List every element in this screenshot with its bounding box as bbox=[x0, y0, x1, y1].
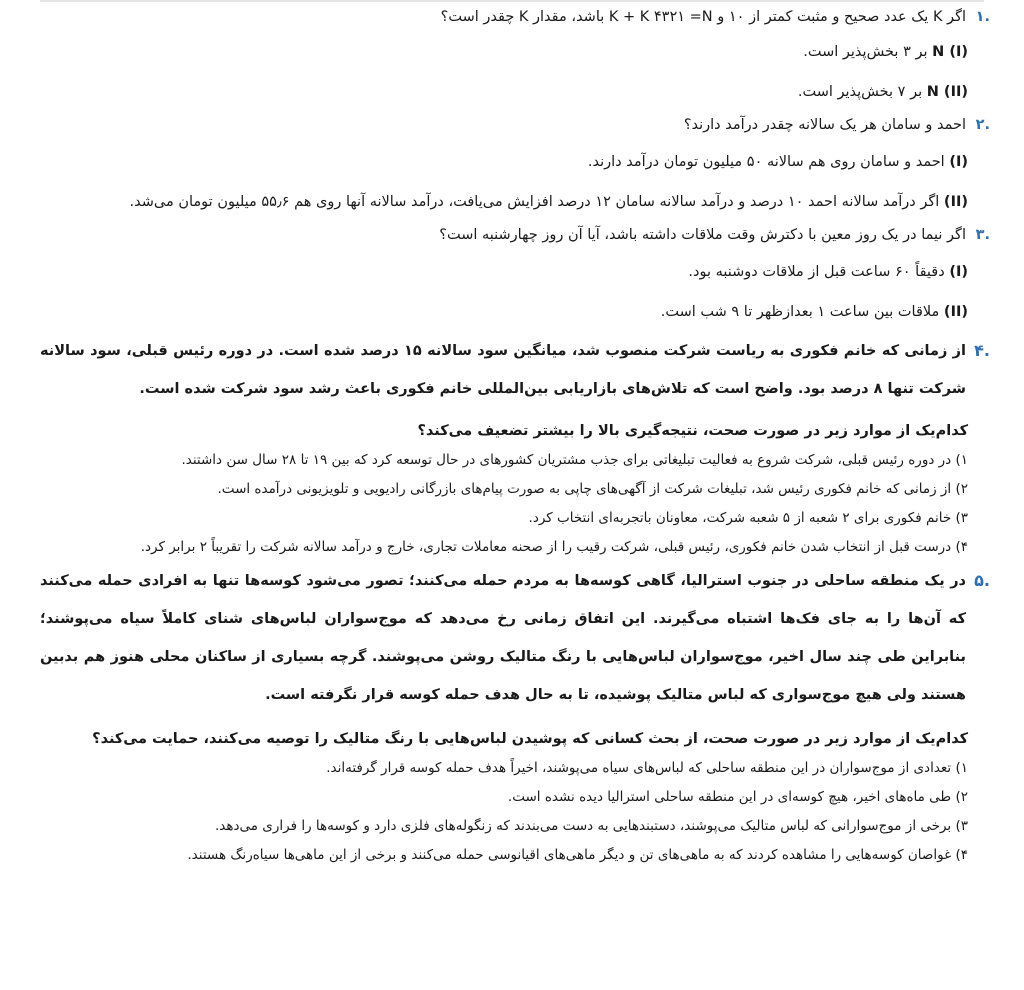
answer-options bbox=[40, 446, 990, 562]
answer-options bbox=[40, 754, 990, 870]
question-number: .۵ bbox=[974, 571, 990, 590]
question-3 bbox=[40, 222, 990, 332]
question-4 bbox=[40, 332, 990, 562]
statement-1 bbox=[40, 252, 990, 292]
statement-2 bbox=[40, 72, 990, 112]
question-5 bbox=[40, 562, 990, 870]
question-sheet bbox=[40, 2, 990, 870]
question-1 bbox=[40, 4, 990, 112]
question-text: اگر نیما در یک روز معین با دکترش وقت ملاقات داشته باشد، آیا آن روز چهارشنبه است؟ bbox=[439, 227, 966, 243]
statement-2 bbox=[40, 292, 990, 332]
question-2 bbox=[40, 112, 990, 222]
passage-text: از زمانی که خانم فکوری به ریاست شرکت منصوب شد، میانگین سود سالانه ۱۵ درصد شده است. در دوره رئیس قبلی، سود سالانه شرکت تنها ۸ درصد بود. واضح است که تلاش‌های بازاریابی بین‌المللی خانم فکوری باعث رشد سود شرکت شده است. bbox=[40, 343, 966, 397]
question-text: اگر K یک عدد صحیح و مثبت کمتر از ۱۰ و K + K ۴۳۲۱ =N باشد، مقدار K چقدر است؟ bbox=[440, 9, 966, 25]
statement-1 bbox=[40, 32, 990, 72]
answer-option-1[interactable]: ۱) در دوره رئیس قبلی، شرکت شروع به فعالیت تبلیغاتی برای جذب مشتریان کشورهای در حال توسعه کرد که بین ۱۹ تا ۲۸ سال سن داشتند. bbox=[181, 452, 968, 468]
answer-option-2[interactable]: ۲) طی ماه‌های اخیر، هیچ کوسه‌ای در این منطقه ساحلی استرالیا دیده نشده است. bbox=[507, 789, 968, 805]
statement-tag: (I) bbox=[949, 264, 968, 280]
statement-text: اگر درآمد سالانه احمد ۱۰ درصد و درآمد سالانه سامان ۱۲ درصد افزایش می‌یافت، درآمد سالانه آنها روی هم ۵۵٫۶ میلیون تومان می‌شد. bbox=[129, 194, 940, 210]
passage-text: در یک منطقه ساحلی در جنوب استرالیا، گاهی کوسه‌ها به مردم حمله می‌کنند؛ تصور می‌شود کوسه‌ها تنها به افرادی حمله می‌کنند که آن‌ها را به جای فک‌ها اشتباه می‌گیرند. این اتفاق زمانی رخ می‌دهد که موج‌سواران لباس‌های شنای کاملاً سیاه می‌پوشند؛ بنابراین طی چند سال اخیر، موج‌سواران لباس‌هایی با رنگ متالیک روشن می‌پوشند. گرچه بسیاری از ساکنان محلی هنوز هم بدبین هستند ولی هیچ موج‌سواری که لباس متالیک پوشیده، تا به حال هدف حمله کوسه قرار نگرفته است. bbox=[40, 573, 966, 703]
statement-text: ملاقات بین ساعت ۱ بعدازظهر تا ۹ شب است. bbox=[660, 304, 940, 320]
statement-tag: (I) N bbox=[932, 44, 968, 60]
statement-text: احمد و سامان روی هم سالانه ۵۰ میلیون تومان درآمد دارند. bbox=[587, 154, 945, 170]
statement-text: بر ۷ بخش‌پذیر است. bbox=[797, 84, 923, 100]
statement-tag: (II) bbox=[943, 194, 968, 210]
question-4-passage bbox=[40, 332, 990, 408]
statement-2 bbox=[40, 182, 990, 222]
answer-option-1[interactable]: ۱) تعدادی از موج‌سواران در این منطقه ساحلی که لباس‌های سیاه می‌پوشند، اخیراً هدف حمله کوسه قرار گرفته‌اند. bbox=[326, 760, 968, 776]
question-number: .۴ bbox=[974, 341, 990, 360]
question-prompt: کدام‌یک از موارد زیر در صورت صحت، از بحث کسانی که پوشیدن لباس‌هایی با رنگ متالیک را توصیه می‌کنند، حمایت می‌کند؟ bbox=[92, 731, 968, 747]
question-number: .۲ bbox=[975, 117, 990, 133]
question-text: احمد و سامان هر یک سالانه چقدر درآمد دارند؟ bbox=[683, 117, 966, 133]
answer-option-3[interactable]: ۳) خانم فکوری برای ۲ شعبه از ۵ شعبه شرکت، معاونان باتجربه‌ای انتخاب کرد. bbox=[528, 510, 968, 526]
answer-option-3[interactable]: ۳) برخی از موج‌سوارانی که لباس متالیک می‌پوشند، دستبندهایی به دست می‌بندند که زنگوله‌های فلزی دارد و کوسه‌ها را فراری می‌دهد. bbox=[215, 818, 968, 834]
statement-tag: (I) bbox=[949, 154, 968, 170]
answer-option-4[interactable]: ۴) درست قبل از انتخاب شدن خانم فکوری، رئیس قبلی، شرکت رقیب را از صحنه معاملات تجاری، خارج و درآمد سالانه شرکت را تقریباً ۲ برابر کرد. bbox=[140, 539, 968, 555]
question-3-header bbox=[40, 222, 990, 248]
answer-option-4[interactable]: ۴) غواصان کوسه‌هایی را مشاهده کردند که به ماهی‌های تن و دیگر ماهی‌های اقیانوسی حمله می‌کنند و برخی از این ماهی‌ها سیاه‌رنگ هستند. bbox=[187, 847, 968, 863]
statement-tag: (II) bbox=[943, 304, 968, 320]
question-5-passage bbox=[40, 562, 990, 714]
question-1-header bbox=[40, 4, 990, 30]
question-number: .۱ bbox=[975, 9, 990, 25]
statement-tag: (II) N bbox=[926, 84, 968, 100]
question-2-header bbox=[40, 112, 990, 138]
statement-text: بر ۳ بخش‌پذیر است. bbox=[803, 44, 928, 60]
question-number: .۳ bbox=[975, 227, 990, 243]
statement-text: دقیقاً ۶۰ ساعت قبل از ملاقات دوشنبه بود. bbox=[688, 264, 945, 280]
statement-1 bbox=[40, 142, 990, 182]
answer-option-2[interactable]: ۲) از زمانی که خانم فکوری رئیس شد، تبلیغات شرکت از آگهی‌های چاپی به صورت پیام‌های بازرگانی رادیویی و تلویزیونی درآمده است. bbox=[217, 481, 968, 497]
question-prompt: کدام‌یک از موارد زیر در صورت صحت، نتیجه‌گیری بالا را بیشتر تضعیف می‌کند؟ bbox=[417, 423, 968, 439]
